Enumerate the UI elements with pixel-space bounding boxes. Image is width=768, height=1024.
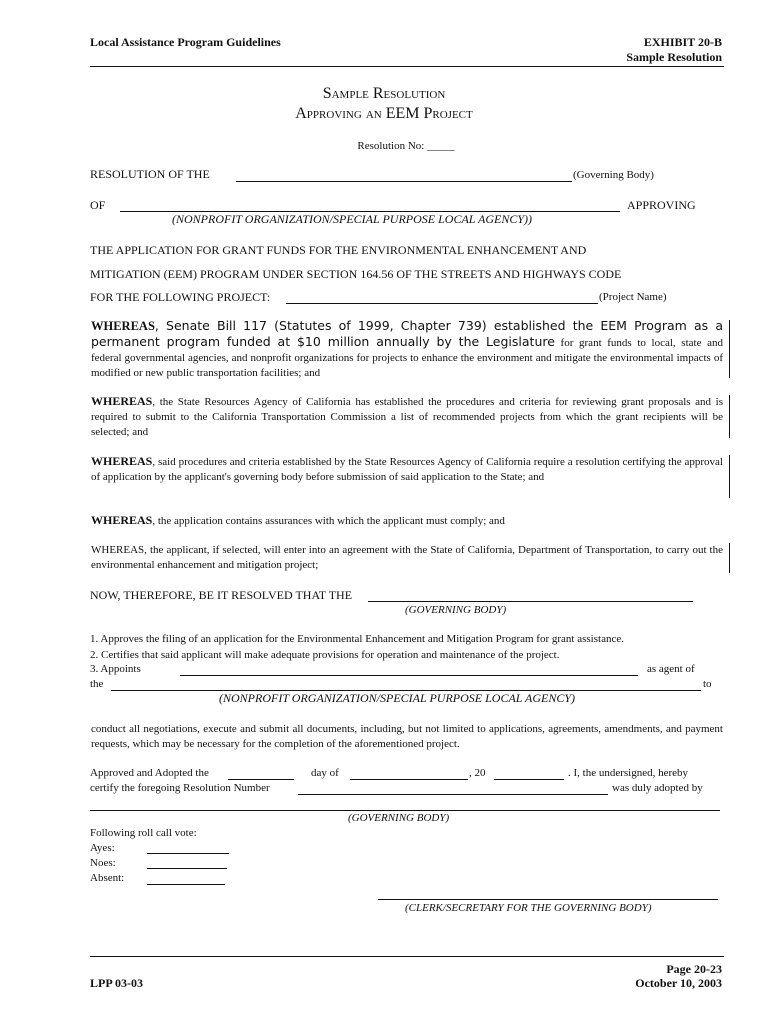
whereas-paragraph-2: WHEREAS, the State Resources Agency of California has established the procedures and criteria for reviewing grant proposals and is required to submit to the California Transportation Commission a list of recommended projects from which the grant recipients will be selected; and bbox=[91, 394, 723, 438]
whereas-paragraph-4: WHEREAS, the application contains assurances with which the applicant must comply; and bbox=[91, 513, 505, 527]
resolution-number: Resolution No: _____ bbox=[357, 140, 455, 152]
whereas-paragraph-5: WHEREAS, the applicant, if selected, will enter into an agreement with the State of California, Department of Transportation, to carry out the environmental enhancement and mitigation project; bbox=[91, 544, 723, 571]
approved-adopted-label: Approved and Adopted the bbox=[90, 767, 209, 779]
duly-adopted-label: was duly adopted by bbox=[612, 782, 703, 794]
nonprofit-hint-1: (NONPROFIT ORGANIZATION/SPECIAL PURPOSE LOCAL AGENCY)) bbox=[172, 212, 533, 226]
project-name-line[interactable] bbox=[286, 303, 598, 304]
as-agent-of-label: as agent of bbox=[647, 663, 695, 675]
day-of-label: day of bbox=[311, 767, 339, 779]
noes-line[interactable] bbox=[147, 868, 227, 869]
project-name-hint: (Project Name) bbox=[599, 291, 667, 303]
application-line-3: FOR THE FOLLOWING PROJECT: bbox=[90, 290, 271, 304]
nonprofit-hint-2: (NONPROFIT ORGANIZATION/SPECIAL PURPOSE LOCAL AGENCY) bbox=[219, 691, 576, 705]
to-label: to bbox=[703, 678, 712, 690]
resolved-governing-body-hint: (GOVERNING BODY) bbox=[405, 604, 507, 616]
absent-label: Absent: bbox=[90, 872, 125, 884]
year-prefix-label: , 20 bbox=[469, 767, 486, 779]
approving-label: APPROVING bbox=[627, 198, 696, 212]
resolution-of-the-label: RESOLUTION OF THE bbox=[90, 167, 210, 181]
resolved-item-1: 1. Approves the filing of an application for the Environmental Enhancement and Mitigation Program for grant assistance. bbox=[90, 633, 624, 645]
resolved-text: NOW, THEREFORE, BE IT RESOLVED THAT THE bbox=[90, 588, 353, 602]
change-bar-3 bbox=[729, 455, 730, 498]
absent-line[interactable] bbox=[147, 884, 225, 885]
resolved-item-2: 2. Certifies that said applicant will make adequate provisions for operation and maintenance of the project. bbox=[90, 649, 560, 661]
footer-page-number: Page 20-23 bbox=[666, 962, 722, 976]
noes-label: Noes: bbox=[90, 857, 116, 869]
footer-date: October 10, 2003 bbox=[635, 976, 722, 990]
footer-document-code: LPP 03-03 bbox=[90, 976, 143, 990]
whereas-paragraph-3: WHEREAS, said procedures and criteria established by the State Resources Agency of California require a resolution certifying the approval of application by the applicant's governing body before submission of said application to the State; and bbox=[91, 454, 723, 483]
agent-name-line[interactable] bbox=[180, 675, 638, 676]
governing-body-line[interactable] bbox=[236, 181, 572, 182]
certify-label: certify the foregoing Resolution Number bbox=[90, 782, 270, 794]
adopted-month-line[interactable] bbox=[350, 779, 468, 780]
whereas-paragraph-1: WHEREAS, Senate Bill 117 (Statutes of 1999, Chapter 739) established the EEM Program as a permanent program funded at $10 million annually by the Legislature for grant funds to local, state and federal governmental agencies, and nonprofit organizations for projects to enhance the environment and mitigate the environmental impacts of modified or new public transportation facilities; and bbox=[91, 318, 723, 379]
ayes-line[interactable] bbox=[147, 853, 229, 854]
undersigned-label: . I, the undersigned, hereby bbox=[568, 767, 689, 779]
change-bar-5 bbox=[729, 543, 730, 573]
header-subtitle: Sample Resolution bbox=[626, 50, 722, 64]
of-label: OF bbox=[90, 198, 106, 212]
roll-call-label: Following roll call vote: bbox=[90, 827, 197, 839]
clerk-signature-line[interactable] bbox=[378, 899, 718, 900]
application-line-1: THE APPLICATION FOR GRANT FUNDS FOR THE ENVIRONMENTAL ENHANCEMENT AND bbox=[90, 243, 587, 257]
header-exhibit: EXHIBIT 20-B bbox=[643, 35, 722, 49]
change-bar-2 bbox=[729, 395, 730, 438]
resolved-item-3: 3. Appoints bbox=[90, 663, 141, 675]
page-title-line1: Sample Resolution bbox=[322, 85, 446, 102]
ayes-label: Ayes: bbox=[90, 842, 115, 854]
header-guidelines-title: Local Assistance Program Guidelines bbox=[90, 35, 281, 49]
adoption-governing-body-hint: (GOVERNING BODY) bbox=[348, 812, 450, 824]
footer-rule bbox=[90, 956, 724, 957]
change-bar-1 bbox=[729, 320, 730, 378]
clerk-hint: (CLERK/SECRETARY FOR THE GOVERNING BODY) bbox=[405, 902, 652, 914]
resolved-governing-body-line[interactable] bbox=[368, 601, 693, 602]
resolution-number-line[interactable] bbox=[298, 794, 608, 795]
application-line-2: MITIGATION (EEM) PROGRAM UNDER SECTION 164.56 OF THE STREETS AND HIGHWAYS CODE bbox=[90, 267, 622, 281]
adopted-year-line[interactable] bbox=[494, 779, 564, 780]
the-label: the bbox=[90, 678, 104, 690]
page-title-line2: Approving an EEM Project bbox=[295, 105, 473, 122]
adopted-day-line[interactable] bbox=[228, 779, 294, 780]
header-rule bbox=[90, 66, 724, 67]
conduct-paragraph: conduct all negotiations, execute and submit all documents, including, but not limited to applications, agreements, amendments, and payment requests, which may be necessary for the completion of the aforementioned project. bbox=[91, 723, 723, 750]
governing-body-hint: (Governing Body) bbox=[573, 169, 654, 181]
